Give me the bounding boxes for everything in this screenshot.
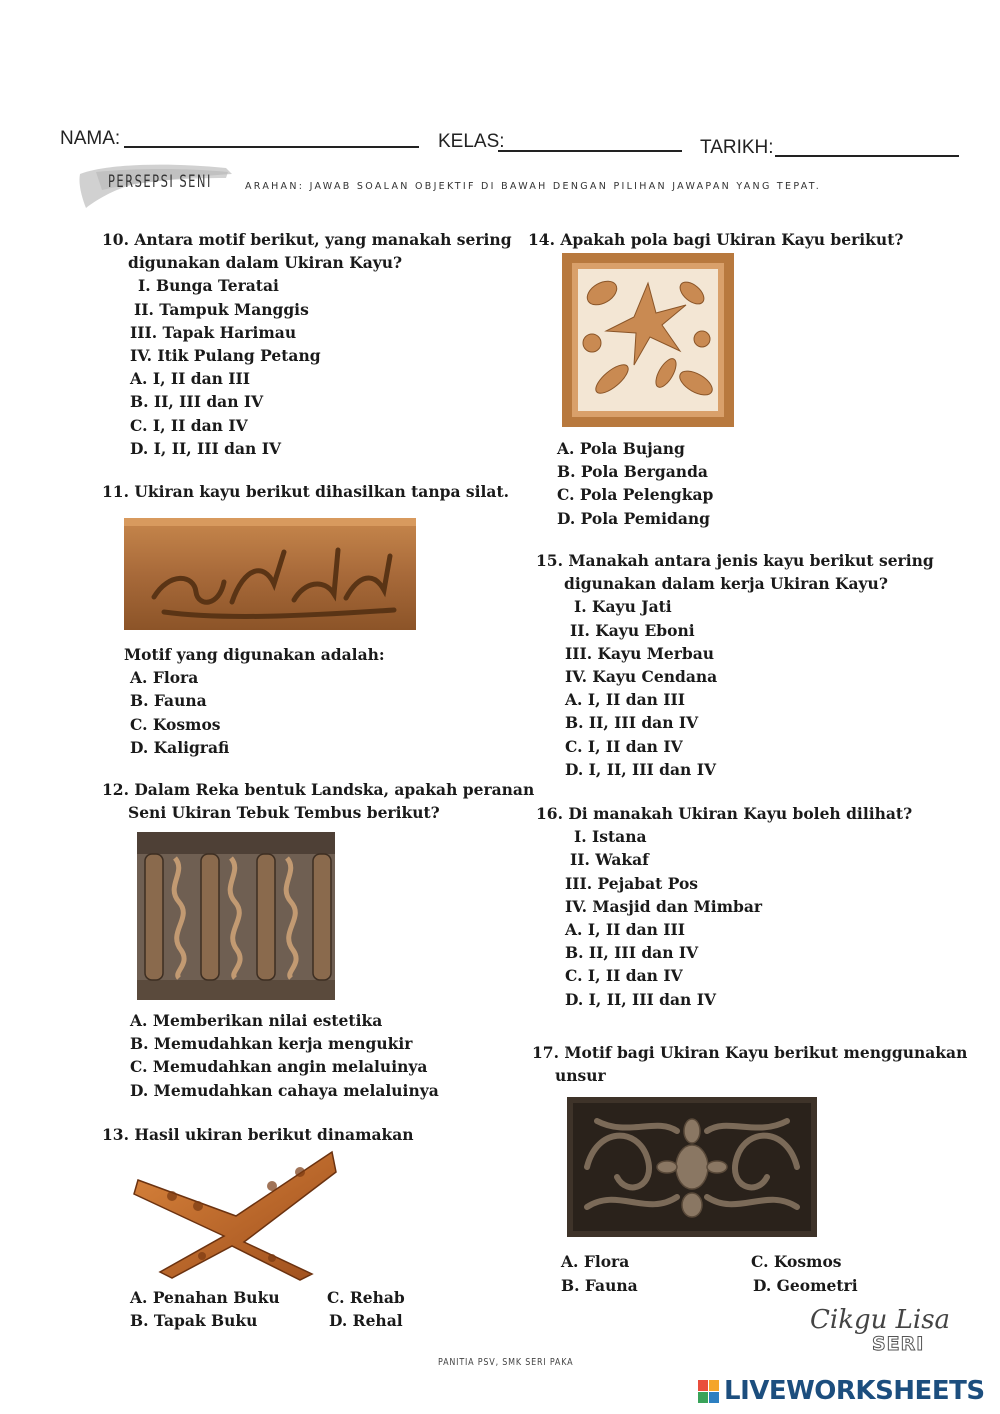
question-10	[102, 228, 512, 460]
q12-option-a[interactable]: A. Memberikan nilai estetika	[130, 1011, 383, 1030]
q15-item: III. Kayu Merbau	[565, 643, 715, 663]
q16-option-d[interactable]: D. I, II, III dan IV	[565, 989, 716, 1009]
framed-floral-carving-image	[562, 253, 734, 427]
q13-option-a[interactable]: A. Penahan Buku	[130, 1288, 280, 1307]
q15-item: IV. Kayu Cendana	[565, 667, 718, 687]
liveworksheets-brand[interactable]: LIVEWORKSHEETS	[724, 1376, 985, 1406]
q13-option-c[interactable]: C. Rehab	[327, 1288, 405, 1307]
q15-option-a[interactable]: A. I, II dan III	[565, 690, 686, 710]
q14-option-d[interactable]: D. Pola Pemidang	[557, 508, 710, 528]
q10-option-d[interactable]: D. I, II, III dan IV	[130, 438, 281, 458]
question-14-options	[557, 437, 713, 530]
q11-option-a[interactable]: A. Flora	[130, 668, 199, 688]
liveworksheets-logo-icon	[698, 1380, 720, 1404]
q16-option-a[interactable]: A. I, II dan III	[565, 920, 686, 940]
q16-stem: 16. Di manakah Ukiran Kayu boleh dilihat?	[536, 804, 913, 823]
question-11-body	[124, 643, 385, 759]
question-16	[536, 802, 912, 1011]
q15-option-b[interactable]: B. II, III dan IV	[565, 713, 699, 733]
q10-option-b[interactable]: B. II, III dan IV	[130, 392, 264, 412]
q11-option-c[interactable]: C. Kosmos	[130, 714, 221, 734]
q17-option-a[interactable]: A. Flora	[561, 1252, 630, 1271]
nama-input-line[interactable]	[124, 146, 419, 148]
q11-option-d[interactable]: D. Kaligrafi	[130, 737, 230, 757]
question-12-stem	[102, 778, 534, 824]
q14-option-b[interactable]: B. Pola Berganda	[557, 462, 708, 482]
q13-stem: 13. Hasil ukiran berikut dinamakan	[102, 1125, 414, 1144]
q17-stem-line1: 17. Motif bagi Ukiran Kayu berikut menggunakan	[532, 1043, 968, 1062]
q16-item: II. Wakaf	[570, 850, 649, 870]
signature-seri: SERI	[872, 1333, 925, 1355]
nama-label: NAMA:	[60, 128, 121, 149]
question-12-options	[130, 1009, 439, 1102]
tarikh-label: TARIKH:	[700, 137, 774, 158]
q10-option-a[interactable]: A. I, II dan III	[130, 369, 251, 389]
q11-stem: 11. Ukiran kayu berikut dihasilkan tanpa silat.	[102, 482, 509, 501]
q10-option-c[interactable]: C. I, II dan IV	[130, 415, 248, 435]
question-15	[536, 549, 934, 781]
q16-item: IV. Masjid dan Mimbar	[565, 896, 763, 916]
q16-option-c[interactable]: C. I, II dan IV	[565, 966, 683, 986]
instruction-text: ARAHAN: JAWAB SOALAN OBJEKTIF DI BAWAH DENGAN PILIHAN JAWAPAN YANG TEPAT.	[245, 181, 822, 192]
q14-option-c[interactable]: C. Pola Pelengkap	[557, 485, 714, 505]
q16-item: III. Pejabat Pos	[565, 873, 699, 893]
q15-option-c[interactable]: C. I, II dan IV	[565, 736, 683, 756]
q17-stem-line2: unsur	[555, 1066, 606, 1086]
question-17-stem	[532, 1041, 967, 1087]
q12-stem-line1: 12. Dalam Reka bentuk Landska, apakah peranan	[102, 780, 535, 799]
q16-option-b[interactable]: B. II, III dan IV	[565, 943, 699, 963]
q15-stem-line1: 15. Manakah antara jenis kayu berikut sering	[536, 551, 934, 570]
q17-option-b[interactable]: B. Fauna	[561, 1276, 638, 1295]
kelas-input-line[interactable]	[498, 150, 682, 152]
tarikh-input-line[interactable]	[775, 155, 959, 157]
q14-option-a[interactable]: A. Pola Bujang	[557, 439, 685, 458]
q12-option-c[interactable]: C. Memudahkan angin melaluinya	[130, 1057, 428, 1077]
q10-item: II. Tampuk Manggis	[134, 299, 309, 319]
q10-stem-line2: digunakan dalam Ukiran Kayu?	[128, 253, 403, 273]
q15-item: I. Kayu Jati	[574, 597, 672, 617]
calligraphy-carving-image	[124, 512, 416, 632]
q12-stem-line2: Seni Ukiran Tebuk Tembus berikut?	[128, 803, 440, 823]
q17-option-d[interactable]: D. Geometri	[753, 1276, 858, 1295]
q12-option-d[interactable]: D. Memudahkan cahaya melaluinya	[130, 1080, 439, 1100]
q10-item: III. Tapak Harimau	[130, 322, 297, 342]
pierced-carving-image	[137, 832, 335, 1000]
section-title: PERSEPSI SENI	[108, 172, 212, 192]
q11-subtext: Motif yang digunakan adalah:	[124, 645, 385, 664]
q17-option-c[interactable]: C. Kosmos	[751, 1252, 842, 1271]
q12-option-b[interactable]: B. Memudahkan kerja mengukir	[130, 1034, 413, 1054]
q15-stem-line2: digunakan dalam kerja Ukiran Kayu?	[564, 574, 888, 594]
q15-option-d[interactable]: D. I, II, III dan IV	[565, 759, 716, 779]
q10-stem-line1: 10. Antara motif berikut, yang manakah sering	[102, 230, 512, 249]
kelas-label: KELAS:	[438, 131, 505, 152]
dark-floral-carving-image	[567, 1097, 817, 1237]
q15-item: II. Kayu Eboni	[570, 620, 695, 640]
q13-option-b[interactable]: B. Tapak Buku	[130, 1311, 258, 1330]
signature-handwriting: Cikgu Lisa	[810, 1305, 951, 1335]
q14-stem: 14. Apakah pola bagi Ukiran Kayu berikut?	[528, 230, 904, 249]
q11-option-b[interactable]: B. Fauna	[130, 691, 207, 711]
q13-option-d[interactable]: D. Rehal	[329, 1311, 403, 1330]
q16-item: I. Istana	[574, 827, 647, 847]
rehal-book-stand-image	[132, 1146, 340, 1282]
q10-item: IV. Itik Pulang Petang	[130, 346, 321, 366]
footer-panitia: PANITIA PSV, SMK SERI PAKA	[438, 1357, 574, 1368]
q10-item: I. Bunga Teratai	[138, 276, 279, 296]
